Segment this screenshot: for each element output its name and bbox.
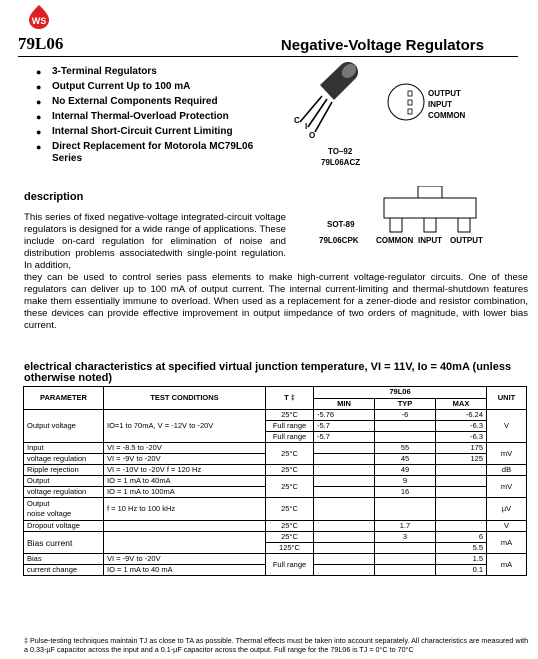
param-output-regulation: Output — [24, 476, 104, 487]
unit-cell: mA — [487, 554, 527, 576]
cond-cell: VI = -9V to -20V — [104, 454, 266, 465]
table-row — [24, 465, 527, 476]
temp-cell: 25°C — [266, 476, 314, 498]
cond-cell: VI = -8.5 to -20V — [104, 443, 266, 454]
to92-package-name: TO–92 — [328, 147, 353, 156]
feature-item: ● Internal Short-Circuit Current Limiting — [36, 126, 262, 141]
param-bias-current: Bias current — [24, 532, 104, 554]
feature-item: ● Output Current Up to 100 mA — [36, 81, 262, 96]
typ-cell — [375, 421, 436, 432]
param-noise-line1: Output — [27, 499, 50, 508]
header-device: 79L06 — [314, 387, 487, 399]
max-cell: -6.24 — [436, 410, 487, 421]
to92-lead-c: C — [294, 116, 300, 125]
cond-cell — [104, 521, 266, 532]
temp-cell: Full range — [266, 432, 314, 443]
cond-cell — [104, 532, 266, 554]
document-title: Negative-Voltage Regulators — [280, 37, 484, 54]
typ-cell: 55 — [375, 443, 436, 454]
pin-label-output: OUTPUT — [428, 89, 461, 98]
param-bias-change-2: current change — [24, 565, 104, 576]
feature-list — [36, 66, 262, 169]
param-noise-line2: noise voltage — [27, 509, 72, 518]
max-cell — [436, 521, 487, 532]
param-output-regulation-2: voltage regulation — [24, 487, 104, 498]
max-cell: 6 — [436, 532, 487, 543]
param-input-regulation-2: voltage regulation — [24, 454, 104, 465]
table-row — [24, 521, 527, 532]
temp-cell: 25°C — [266, 410, 314, 421]
header-unit: UNIT — [487, 387, 527, 410]
feature-item: ● Direct Replacement for Motorola MC79L06 Series — [36, 141, 262, 169]
header-min: MIN — [314, 398, 375, 410]
max-cell: -6.3 — [436, 432, 487, 443]
table-row — [24, 498, 527, 521]
table-row — [24, 410, 527, 421]
typ-cell: 1.7 — [375, 521, 436, 532]
max-cell — [436, 487, 487, 498]
unit-cell: µV — [487, 498, 527, 521]
min-cell — [314, 554, 375, 565]
typ-cell — [375, 498, 436, 521]
unit-cell: mA — [487, 532, 527, 554]
min-cell: -5.7 — [314, 421, 375, 432]
table-row — [24, 443, 527, 454]
max-cell: -6.3 — [436, 421, 487, 432]
description-paragraph-continued: they can be used to control series pass elements to make high-current voltage-regulator circuits. One of these regulators can deliver up to 100 mA of output current. The internal current-limiting and thermal-shutdown features make them essentially immune to overload. When used as a replacement for a zener-diode and resistor combination, these devices can provide effective improvement in output iimpedance of two orders of magnitude, with lower bias current. — [24, 272, 528, 331]
feature-item: ● No External Components Required — [36, 96, 262, 111]
sot89-pin-input: INPUT — [418, 236, 442, 245]
max-cell — [436, 498, 487, 521]
part-number: 79L06 — [18, 34, 64, 53]
min-cell — [314, 543, 375, 554]
max-cell — [436, 476, 487, 487]
footnote: ‡ Pulse-testing techniques maintain TJ as close to TA as possible. Thermal effects must be taken into account separately. All characteristics are measured with a 0.33-µF capacitor across the input and a 0.1-µF capacitor across the output. Full range for the 79L06 is TJ = 0°C to 70°C — [24, 636, 529, 654]
max-cell: 5.5 — [436, 543, 487, 554]
table-row — [24, 532, 527, 543]
to92-lead-i: I — [305, 122, 308, 131]
typ-cell — [375, 432, 436, 443]
header-parameter: PARAMETER — [24, 387, 104, 410]
unit-cell: mV — [487, 476, 527, 498]
min-cell — [314, 565, 375, 576]
param-bias-change: Bias — [24, 554, 104, 565]
typ-cell: 45 — [375, 454, 436, 465]
min-cell — [314, 454, 375, 465]
min-cell — [314, 487, 375, 498]
typ-cell — [375, 554, 436, 565]
param-ripple-rejection: Ripple rejection — [24, 465, 104, 476]
max-cell: 1.5 — [436, 554, 487, 565]
cond-cell: IO = 1 mA to 40 mA — [104, 565, 266, 576]
typ-cell: 9 — [375, 476, 436, 487]
max-cell — [436, 465, 487, 476]
to92-package-drawing — [290, 60, 370, 140]
table-row — [24, 476, 527, 487]
unit-cell: V — [487, 410, 527, 443]
param-input-regulation: Input — [24, 443, 104, 454]
sot89-part-number: 79L06CPK — [319, 236, 359, 245]
description-heading: description — [24, 191, 84, 203]
header-test-conditions: TEST CONDITIONS — [104, 387, 266, 410]
min-cell — [314, 476, 375, 487]
feature-item: ● 3-Terminal Regulators — [36, 66, 262, 81]
cond-cell: IO = 1 mA to 40mA — [104, 476, 266, 487]
typ-cell — [375, 565, 436, 576]
to92-lead-o: O — [309, 131, 316, 140]
max-cell: 175 — [436, 443, 487, 454]
max-cell: 125 — [436, 454, 487, 465]
min-cell: -5.76 — [314, 410, 375, 421]
header-typ: TYP — [375, 398, 436, 410]
typ-cell: 3 — [375, 532, 436, 543]
cond-cell: f = 10 Hz to 100 kHz — [104, 498, 266, 521]
sot89-package-drawing — [376, 186, 486, 236]
cond-cell: VI = -9V to -20V — [104, 554, 266, 565]
min-cell — [314, 443, 375, 454]
typ-cell: 49 — [375, 465, 436, 476]
min-cell — [314, 498, 375, 521]
cond-cell: IO = 1 mA to 100mA — [104, 487, 266, 498]
cond-output-voltage: IO=1 to 70mA, V = -12V to -20V — [104, 410, 266, 443]
typ-cell — [375, 543, 436, 554]
unit-cell: dB — [487, 465, 527, 476]
sot89-pin-common: COMMON — [376, 236, 414, 245]
company-logo — [26, 4, 52, 30]
unit-cell: V — [487, 521, 527, 532]
temp-cell: 25°C — [266, 498, 314, 521]
typ-cell: -6 — [375, 410, 436, 421]
sot89-pin-output: OUTPUT — [450, 236, 483, 245]
param-output-voltage: Output voltage — [24, 410, 104, 443]
to92-part-number: 79L06ACZ — [321, 158, 361, 167]
temp-cell: 25°C — [266, 443, 314, 465]
pinout-bottom-view-drawing — [386, 82, 426, 122]
sot89-package-name: SOT-89 — [327, 220, 355, 229]
cond-cell: VI = -10V to -20V f = 120 Hz — [104, 465, 266, 476]
temp-cell: 25°C — [266, 521, 314, 532]
temp-cell: Full range — [266, 554, 314, 576]
electrical-characteristics-table — [23, 386, 527, 576]
table-row — [24, 554, 527, 565]
header-rule — [18, 56, 518, 57]
min-cell — [314, 532, 375, 543]
pin-label-common: COMMON — [428, 111, 466, 120]
param-noise-voltage — [24, 498, 104, 521]
temp-cell: 125°C — [266, 543, 314, 554]
min-cell — [314, 521, 375, 532]
ec-table-title: electrical characteristics at specified virtual junction temperature, VI = 11V, Io = 40mA (unless otherwise noted) — [24, 361, 512, 384]
typ-cell: 16 — [375, 487, 436, 498]
param-dropout-voltage: Dropout voltage — [24, 521, 104, 532]
temp-cell: 25°C — [266, 465, 314, 476]
unit-cell: mV — [487, 443, 527, 465]
min-cell — [314, 465, 375, 476]
max-cell: 0.1 — [436, 565, 487, 576]
pin-label-input: INPUT — [428, 100, 452, 109]
temp-cell: 25°C — [266, 532, 314, 543]
header-temperature: T ‡ — [266, 387, 314, 410]
header-max: MAX — [436, 398, 487, 410]
temp-cell: Full range — [266, 421, 314, 432]
feature-item: ● Internal Thermal-Overload Protection — [36, 111, 262, 126]
logo-text: WS — [31, 16, 47, 26]
description-paragraph: This series of fixed negative-voltage integrated-circuit voltage regulators is designed for a wide range of applications. These include on-card regulation for elimination of noise and distribution problems associatedwith single-point regulation. In addition, — [24, 212, 286, 271]
min-cell: -5.7 — [314, 432, 375, 443]
